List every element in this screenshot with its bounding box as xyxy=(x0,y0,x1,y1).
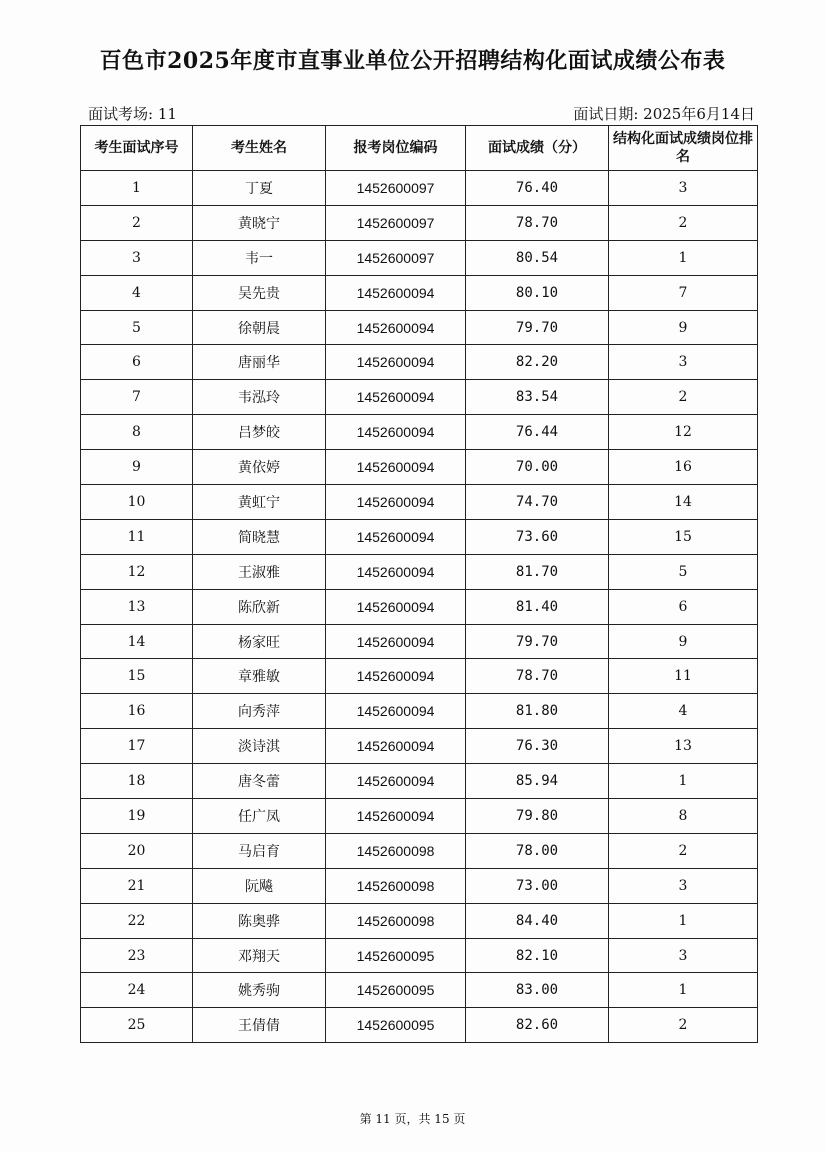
cell-seq: 22 xyxy=(81,903,193,938)
cell-name: 任广凤 xyxy=(193,799,326,834)
cell-code: 1452600094 xyxy=(326,729,466,764)
cell-seq: 8 xyxy=(81,415,193,450)
table-row xyxy=(81,659,758,694)
cell-score: 78.70 xyxy=(466,659,609,694)
cell-rank: 5 xyxy=(609,554,758,589)
cell-code: 1452600094 xyxy=(326,310,466,345)
cell-name: 王倩倩 xyxy=(193,1008,326,1043)
cell-seq: 9 xyxy=(81,450,193,485)
cell-rank: 3 xyxy=(609,171,758,206)
table-row xyxy=(81,624,758,659)
cell-score: 78.70 xyxy=(466,205,609,240)
cell-rank: 1 xyxy=(609,764,758,799)
table-row xyxy=(81,938,758,973)
table-row xyxy=(81,275,758,310)
cell-seq: 11 xyxy=(81,519,193,554)
cell-code: 1452600097 xyxy=(326,205,466,240)
cell-seq: 1 xyxy=(81,171,193,206)
cell-score: 80.10 xyxy=(466,275,609,310)
header-name: 考生姓名 xyxy=(193,126,326,171)
cell-code: 1452600094 xyxy=(326,554,466,589)
cell-rank: 12 xyxy=(609,415,758,450)
cell-score: 76.44 xyxy=(466,415,609,450)
document-title: 百色市2025年度市直事业单位公开招聘结构化面试成绩公布表 xyxy=(99,48,726,74)
cell-score: 73.60 xyxy=(466,519,609,554)
table-row xyxy=(81,973,758,1008)
cell-code: 1452600094 xyxy=(326,764,466,799)
cell-rank: 9 xyxy=(609,624,758,659)
cell-seq: 17 xyxy=(81,729,193,764)
cell-rank: 1 xyxy=(609,973,758,1008)
cell-rank: 3 xyxy=(609,868,758,903)
cell-name: 向秀萍 xyxy=(193,694,326,729)
cell-name: 黄依婷 xyxy=(193,450,326,485)
table-row xyxy=(81,764,758,799)
cell-seq: 10 xyxy=(81,485,193,520)
header-seq: 考生面试序号 xyxy=(81,126,193,171)
cell-rank: 9 xyxy=(609,310,758,345)
table-body xyxy=(81,171,758,1043)
table-row xyxy=(81,519,758,554)
cell-name: 韦泓玲 xyxy=(193,380,326,415)
cell-score: 74.70 xyxy=(466,485,609,520)
cell-rank: 8 xyxy=(609,799,758,834)
cell-name: 章雅敏 xyxy=(193,659,326,694)
cell-name: 徐朝晨 xyxy=(193,310,326,345)
cell-score: 85.94 xyxy=(466,764,609,799)
cell-score: 79.70 xyxy=(466,310,609,345)
cell-rank: 3 xyxy=(609,345,758,380)
cell-seq: 5 xyxy=(81,310,193,345)
cell-score: 70.00 xyxy=(466,450,609,485)
cell-rank: 14 xyxy=(609,485,758,520)
cell-score: 79.80 xyxy=(466,799,609,834)
cell-rank: 1 xyxy=(609,240,758,275)
cell-seq: 23 xyxy=(81,938,193,973)
cell-name: 丁夏 xyxy=(193,171,326,206)
cell-name: 邓翔天 xyxy=(193,938,326,973)
cell-code: 1452600097 xyxy=(326,240,466,275)
cell-score: 82.10 xyxy=(466,938,609,973)
table-row xyxy=(81,415,758,450)
table-row xyxy=(81,729,758,764)
table-row xyxy=(81,345,758,380)
cell-name: 阮飚 xyxy=(193,868,326,903)
cell-seq: 13 xyxy=(81,589,193,624)
cell-name: 王淑雅 xyxy=(193,554,326,589)
cell-score: 76.30 xyxy=(466,729,609,764)
cell-code: 1452600094 xyxy=(326,345,466,380)
cell-score: 84.40 xyxy=(466,903,609,938)
cell-code: 1452600098 xyxy=(326,903,466,938)
cell-name: 陈欣新 xyxy=(193,589,326,624)
cell-seq: 14 xyxy=(81,624,193,659)
cell-rank: 2 xyxy=(609,1008,758,1043)
cell-score: 81.40 xyxy=(466,589,609,624)
table-row xyxy=(81,868,758,903)
cell-rank: 13 xyxy=(609,729,758,764)
table-row xyxy=(81,833,758,868)
cell-code: 1452600094 xyxy=(326,485,466,520)
cell-name: 简晓慧 xyxy=(193,519,326,554)
table-row xyxy=(81,694,758,729)
cell-code: 1452600094 xyxy=(326,450,466,485)
cell-seq: 21 xyxy=(81,868,193,903)
table-row xyxy=(81,554,758,589)
cell-rank: 15 xyxy=(609,519,758,554)
cell-name: 杨家旺 xyxy=(193,624,326,659)
cell-code: 1452600094 xyxy=(326,624,466,659)
cell-code: 1452600098 xyxy=(326,833,466,868)
cell-name: 吴先贵 xyxy=(193,275,326,310)
cell-rank: 2 xyxy=(609,205,758,240)
cell-rank: 11 xyxy=(609,659,758,694)
exam-date: 面试日期: 2025年6月14日 xyxy=(573,105,755,123)
cell-rank: 6 xyxy=(609,589,758,624)
cell-name: 唐冬蕾 xyxy=(193,764,326,799)
cell-name: 唐丽华 xyxy=(193,345,326,380)
cell-seq: 20 xyxy=(81,833,193,868)
cell-rank: 1 xyxy=(609,903,758,938)
cell-score: 81.80 xyxy=(466,694,609,729)
cell-seq: 3 xyxy=(81,240,193,275)
cell-name: 姚秀驹 xyxy=(193,973,326,1008)
cell-rank: 2 xyxy=(609,833,758,868)
cell-seq: 24 xyxy=(81,973,193,1008)
page-footer: 第 11 页，共 15 页 xyxy=(359,1112,466,1126)
cell-seq: 2 xyxy=(81,205,193,240)
table-header-row xyxy=(81,126,758,171)
cell-rank: 16 xyxy=(609,450,758,485)
cell-rank: 3 xyxy=(609,938,758,973)
cell-rank: 4 xyxy=(609,694,758,729)
table-row xyxy=(81,589,758,624)
cell-code: 1452600094 xyxy=(326,380,466,415)
table-row xyxy=(81,450,758,485)
cell-seq: 4 xyxy=(81,275,193,310)
cell-score: 82.20 xyxy=(466,345,609,380)
cell-code: 1452600094 xyxy=(326,659,466,694)
cell-code: 1452600097 xyxy=(326,171,466,206)
cell-name: 吕梦皎 xyxy=(193,415,326,450)
cell-score: 82.60 xyxy=(466,1008,609,1043)
header-rank: 结构化面试成绩岗位排名 xyxy=(609,126,758,171)
cell-name: 陈奥骅 xyxy=(193,903,326,938)
cell-code: 1452600094 xyxy=(326,589,466,624)
cell-score: 73.00 xyxy=(466,868,609,903)
cell-code: 1452600094 xyxy=(326,694,466,729)
cell-name: 马启育 xyxy=(193,833,326,868)
cell-code: 1452600094 xyxy=(326,799,466,834)
cell-name: 淡诗淇 xyxy=(193,729,326,764)
table-row xyxy=(81,799,758,834)
cell-name: 黄虹宁 xyxy=(193,485,326,520)
score-table xyxy=(80,125,758,1043)
cell-seq: 19 xyxy=(81,799,193,834)
table-row xyxy=(81,205,758,240)
table-row xyxy=(81,380,758,415)
table-row xyxy=(81,310,758,345)
table-row xyxy=(81,240,758,275)
cell-name: 黄晓宁 xyxy=(193,205,326,240)
cell-code: 1452600094 xyxy=(326,275,466,310)
header-score: 面试成绩（分） xyxy=(466,126,609,171)
cell-score: 79.70 xyxy=(466,624,609,659)
header-code: 报考岗位编码 xyxy=(326,126,466,171)
cell-rank: 2 xyxy=(609,380,758,415)
cell-score: 83.00 xyxy=(466,973,609,1008)
cell-code: 1452600094 xyxy=(326,519,466,554)
cell-seq: 18 xyxy=(81,764,193,799)
cell-code: 1452600094 xyxy=(326,415,466,450)
cell-score: 78.00 xyxy=(466,833,609,868)
cell-rank: 7 xyxy=(609,275,758,310)
exam-venue: 面试考场: 11 xyxy=(88,105,177,123)
table-row xyxy=(81,485,758,520)
table-row xyxy=(81,171,758,206)
cell-code: 1452600095 xyxy=(326,973,466,1008)
cell-code: 1452600095 xyxy=(326,1008,466,1043)
cell-code: 1452600095 xyxy=(326,938,466,973)
cell-score: 81.70 xyxy=(466,554,609,589)
cell-name: 韦一 xyxy=(193,240,326,275)
table-row xyxy=(81,1008,758,1043)
cell-seq: 6 xyxy=(81,345,193,380)
table-row xyxy=(81,903,758,938)
cell-seq: 7 xyxy=(81,380,193,415)
cell-seq: 12 xyxy=(81,554,193,589)
cell-seq: 15 xyxy=(81,659,193,694)
cell-score: 80.54 xyxy=(466,240,609,275)
cell-score: 76.40 xyxy=(466,171,609,206)
cell-code: 1452600098 xyxy=(326,868,466,903)
cell-score: 83.54 xyxy=(466,380,609,415)
cell-seq: 16 xyxy=(81,694,193,729)
cell-seq: 25 xyxy=(81,1008,193,1043)
